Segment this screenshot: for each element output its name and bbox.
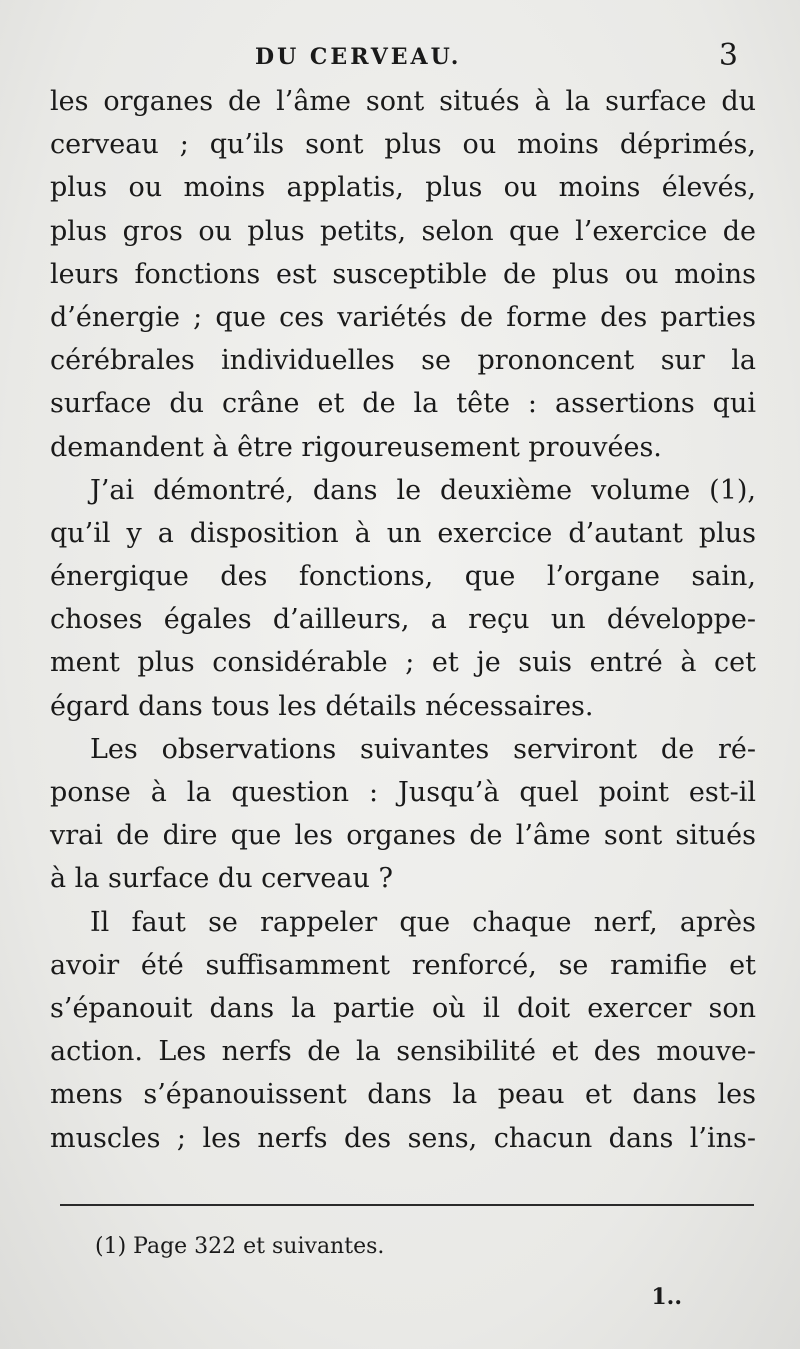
text-line: plus gros ou plus petits, selon que l’exercice de <box>50 215 756 247</box>
text-line: J’ai démontré, dans le deuxième volume (1), <box>90 474 756 506</box>
text-line: énergique des fonctions, que l’organe sain, <box>50 561 756 593</box>
text-line: Les observations suivantes serviront de ré- <box>90 733 756 765</box>
text-line: cerveau ; qu’ils sont plus ou moins déprimés, <box>50 129 756 161</box>
body-text <box>50 80 756 1160</box>
signature-mark: 1.. <box>651 1284 682 1310</box>
text-line: avoir été suffisamment renforcé, se ramifie et <box>50 949 756 981</box>
text-line: vrai de dire que les organes de l’âme sont situés <box>50 820 756 852</box>
page-number: 3 <box>718 38 738 73</box>
text-line: action. Les nerfs de la sensibilité et des mouve- <box>50 1036 756 1068</box>
text-line: à la surface du cerveau ? <box>50 863 393 895</box>
running-head: DU CERVEAU. <box>255 44 462 70</box>
footnote-rule <box>60 1204 754 1206</box>
footnote: (1) Page 322 et suivantes. <box>95 1234 385 1259</box>
text-line: choses égales d’ailleurs, a reçu un développe- <box>50 604 756 636</box>
text-line: Il faut se rappeler que chaque nerf, après <box>90 906 756 938</box>
text-line: demandent à être rigoureusement prouvées. <box>50 431 662 463</box>
text-line: qu’il y a disposition à un exercice d’autant plus <box>50 517 756 549</box>
text-line: surface du crâne et de la tête : assertions qui <box>50 388 756 420</box>
text-line: d’énergie ; que ces variétés de forme des parties <box>50 301 756 333</box>
text-line: ponse à la question : Jusqu’à quel point est-il <box>50 777 756 808</box>
text-line: leurs fonctions est susceptible de plus ou moins <box>50 258 756 290</box>
text-line: ment plus considérable ; et je suis entré à cet <box>50 647 756 679</box>
text-line: muscles ; les nerfs des sens, chacun dans l’ins- <box>50 1122 756 1154</box>
text-line: égard dans tous les détails nécessaires. <box>50 690 594 722</box>
text-line: mens s’épanouissent dans la peau et dans les <box>50 1079 756 1111</box>
text-line: plus ou moins applatis, plus ou moins élevés, <box>50 172 756 204</box>
text-line: les organes de l’âme sont situés à la surface du <box>50 86 756 117</box>
page-header <box>0 38 800 78</box>
text-line: cérébrales individuelles se prononcent sur la <box>50 345 756 377</box>
text-line: s’épanouit dans la partie où il doit exercer son <box>50 992 756 1024</box>
